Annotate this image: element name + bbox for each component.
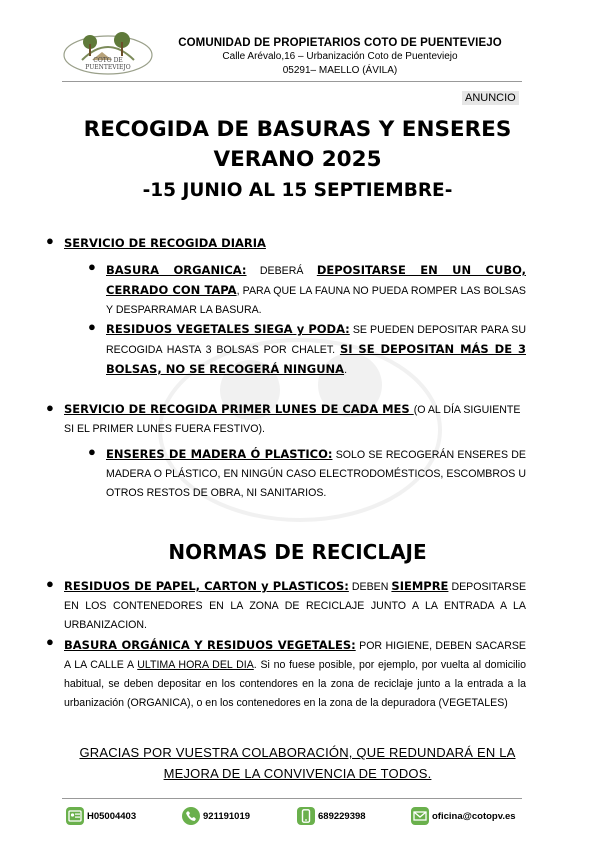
organic-waste-text: DEBERÁ: [246, 265, 317, 277]
date-range: -15 JUNIO AL 15 SEPTIEMBRE-: [142, 180, 453, 201]
footer-mobile: [297, 806, 366, 826]
garden-waste-text: SE PUEDEN DEPOSITAR PARA SU RECOGIDA HASTA 3 BOLSAS POR CHALET.: [106, 324, 526, 356]
community-logo: [62, 30, 154, 76]
bullet: ●: [88, 319, 96, 334]
paper-plastic-item: [64, 577, 526, 635]
last-hour-emphasis: ULTIMA HORA DEL DIA: [137, 659, 254, 671]
bullet: ●: [46, 576, 54, 591]
organic-waste-requirement: DEPOSITARSE EN UN CUBO, CERRADO CON TAPA: [106, 263, 526, 297]
bullet: ●: [88, 259, 96, 274]
mobile-link[interactable]: 689229398: [318, 810, 366, 822]
email-icon: [411, 807, 429, 825]
organic-vegetal-details: . Si no fuese posible, por ejemplo, por vuelta al domicilio habitual, se deben depositar en los contendores en la zona de reciclaje junto a la entrada a la urbanización (ORGANICA), o en los contenedores en la zona de la depuradora (VEGETALES): [64, 659, 527, 709]
garden-waste-label: RESIDUOS VEGETALES SIEGA y PODA:: [106, 322, 350, 336]
email-link[interactable]: oficina@cotopv.es: [432, 810, 516, 822]
main-title: RECOGIDA DE BASURAS Y ENSERES: [83, 117, 512, 142]
furniture-item: [106, 445, 526, 503]
announcement-badge: ANUNCIO: [462, 91, 519, 105]
organic-waste-item: [106, 261, 526, 320]
organic-waste-reason: , PARA QUE LA FAUNA NO PUEDA ROMPER LAS BOLSAS Y DESPARRAMAR LA BASURA.: [106, 285, 527, 316]
header-divider: [62, 81, 522, 82]
always-emphasis: SIEMPRE: [391, 579, 449, 593]
organic-vegetal-item: [64, 636, 526, 713]
footer-landline: [182, 806, 250, 826]
footer-email: [411, 806, 516, 826]
organic-vegetal-text: POR HIGIENE, DEBEN SACARSE A LA CALLE A: [64, 640, 526, 671]
thanks-line-1: GRACIAS POR VUESTRA COLABORACIÓN, QUE REDUNDARÁ EN LA: [79, 745, 516, 760]
paper-plastic-text: DEBEN: [348, 581, 392, 593]
mobile-phone-icon: [297, 807, 315, 825]
monthly-collection-heading: SERVICIO DE RECOGIDA PRIMER LUNES DE CADA MES: [64, 402, 414, 416]
bullet: ●: [46, 634, 54, 649]
bullet: ●: [88, 444, 96, 459]
registry-id: H05004403: [87, 810, 137, 822]
furniture-text: SOLO SE RECOGERÁN ENSERES DE MADERA O PLÁSTICO, EN NINGÚN CASO ELECTRODOMÉSTICOS, ESCOMBROS U OTROS RESTOS DE OBRA, NI SANITARIOS.: [106, 449, 526, 499]
phone-icon: [182, 807, 200, 825]
footer-id: [66, 806, 136, 826]
paper-plastic-label: RESIDUOS DE PAPEL, CARTON y PLASTICOS:: [64, 579, 349, 593]
bullet: ●: [46, 233, 54, 248]
monthly-collection-block: [64, 400, 526, 439]
holiday-note: (O AL DÍA SIGUIENTE SI EL PRIMER LUNES FUERA FESTIVO).: [64, 404, 521, 435]
thanks-line-2: MEJORA DE LA CONVIVENCIA DE TODOS.: [163, 766, 432, 781]
organic-vegetal-label: BASURA ORGÁNICA Y RESIDUOS VEGETALES:: [64, 638, 356, 652]
season-title: VERANO 2025: [213, 147, 382, 172]
address-line: Calle Arévalo,16 – Urbanización Coto de Puenteviejo: [222, 51, 458, 62]
community-name: COMUNIDAD DE PROPIETARIOS COTO DE PUENTEVIEJO: [178, 37, 502, 49]
paper-plastic-location: DEPOSITARSE EN LOS CONTENEDORES EN LA ZONA DE RECICLAJE JUNTO A LA ENTRADA A LA URBANIZACION.: [64, 581, 527, 631]
footer-divider: [62, 798, 522, 799]
bullet: ●: [46, 400, 54, 415]
recycling-rules-heading: NORMAS DE RECICLAJE: [168, 540, 427, 564]
furniture-label: ENSERES DE MADERA Ó PLASTICO:: [106, 447, 333, 461]
garden-waste-end: .: [344, 364, 348, 376]
id-card-icon: [66, 807, 84, 825]
garden-waste-warning: SI SE DEPOSITAN MÁS DE 3 BOLSAS, NO SE RECOGERÁ NINGUNA: [106, 342, 526, 376]
daily-collection-heading: SERVICIO DE RECOGIDA DIARIA: [64, 236, 266, 250]
garden-waste-item: [106, 320, 526, 380]
organic-waste-label: BASURA ORGANICA:: [106, 263, 247, 277]
logo-text: COTO DE PUENTEVIEJO: [85, 57, 131, 71]
landline-link[interactable]: 921191019: [203, 810, 251, 822]
postal-line: 05291– MAELLO (ÁVILA): [282, 65, 398, 76]
